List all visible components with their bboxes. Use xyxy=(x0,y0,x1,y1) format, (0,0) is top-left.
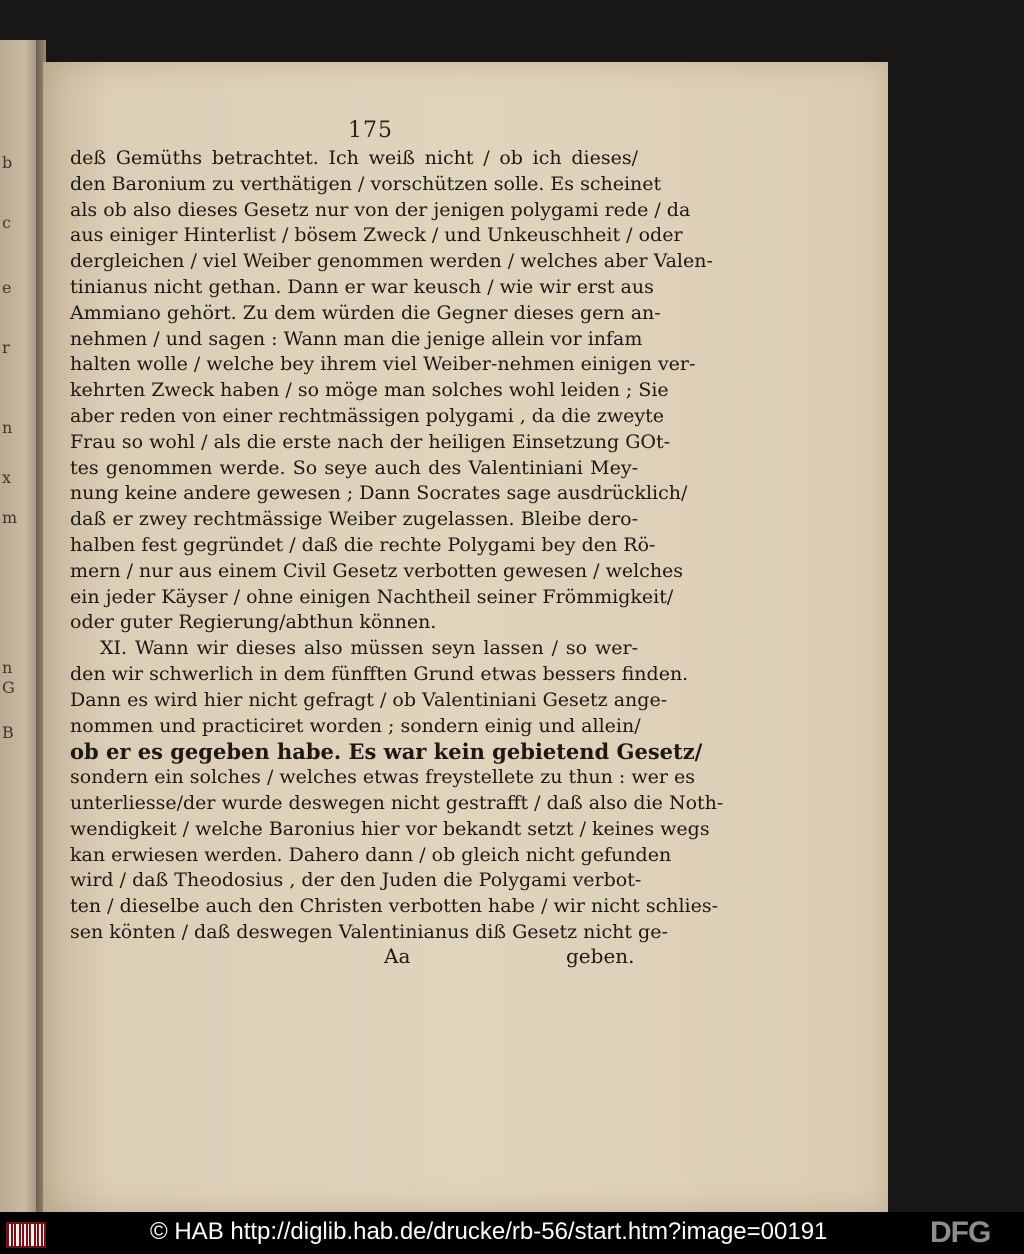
text-line: unterliesse/der wurde deswegen nicht gestrafft / daß also die Noth- xyxy=(70,791,724,814)
text-line: nehmen / und sagen : Wann man die jenige allein vor infam xyxy=(70,327,643,350)
text-line: kan erwiesen werden. Dahero dann / ob gleich nicht gefunden xyxy=(70,843,672,866)
text-line: wendigkeit / welche Baronius hier vor bekandt setzt / keines wegs xyxy=(70,817,710,840)
text-line: ein jeder Käyser / ohne einigen Nachtheil seiner Frömmigkeit/ xyxy=(70,585,674,608)
catchword: geben. xyxy=(566,944,635,968)
facing-page-edge: b c e r n x m n G B xyxy=(0,40,40,1212)
text-line: deß Gemüths betrachtet. Ich weiß nicht / ob ich dieses/ xyxy=(70,147,638,169)
text-line: dergleichen / viel Weiber genommen werden / welches aber Valen- xyxy=(70,250,713,273)
text-line: ten / dieselbe auch den Christen verbotten habe / wir nicht schlies- xyxy=(70,895,719,918)
text-line: aber reden von einer rechtmässigen polygami , da die zweyte xyxy=(70,404,664,427)
page-text xyxy=(70,146,724,946)
text-line: als ob also dieses Gesetz nur von der jenigen polygami rede / da xyxy=(70,198,691,221)
text-line: ob er es gegeben habe. Es war kein gebietend Gesetz/ xyxy=(70,739,703,765)
text-line: sen könten / daß deswegen Valentinianus diß Gesetz nicht ge- xyxy=(70,920,668,943)
text-line: Frau so wohl / als die erste nach der heiligen Einsetzung GOt- xyxy=(70,430,671,453)
text-line: nommen und practiciret worden ; sondern einig und allein/ xyxy=(70,714,641,737)
footer-bar xyxy=(0,1212,1024,1254)
signature-mark: Aa xyxy=(384,944,411,968)
text-line: mern / nur aus einem Civil Gesetz verbotten gewesen / welches xyxy=(70,559,684,582)
text-line: den wir schwerlich in dem fünfften Grund etwas bessers finden. xyxy=(70,662,689,685)
page-number: 175 xyxy=(348,118,393,143)
dfg-logo: DFG xyxy=(930,1216,991,1249)
text-line: tes genommen werde. So seye auch des Valentiniani Mey- xyxy=(70,456,638,479)
text-line: tinianus nicht gethan. Dann er war keusch / wie wir erst aus xyxy=(70,275,654,298)
copyright-link[interactable]: © HAB http://diglib.hab.de/drucke/rb-56/start.htm?image=00191 xyxy=(150,1218,828,1245)
text-line: Dann es wird hier nicht gefragt / ob Valentiniani Gesetz ange- xyxy=(70,688,668,711)
text-line: den Baronium zu verthätigen / vorschützen solle. Es scheinet xyxy=(70,172,662,195)
text-line: nung keine andere gewesen ; Dann Socrates sage ausdrücklich/ xyxy=(70,482,688,505)
section-heading-line: XI. Wann wir dieses also müssen seyn lassen / so wer- xyxy=(100,637,638,660)
text-line: sondern ein solches / welches etwas freystellete zu thun : wer es xyxy=(70,766,695,789)
text-line: halben fest gegründet / daß die rechte Polygami bey den Rö- xyxy=(70,533,656,556)
text-line: oder guter Regierung/abthun können. xyxy=(70,611,437,634)
text-line: kehrten Zweck haben / so möge man solches wohl leiden ; Sie xyxy=(70,379,669,402)
text-line: daß er zwey rechtmässige Weiber zugelassen. Bleibe dero- xyxy=(70,508,638,531)
text-line: halten wolle / welche bey ihrem viel Weiber-nehmen einigen ver- xyxy=(70,353,696,376)
text-line: wird / daß Theodosius , der den Juden die Polygami verbot- xyxy=(70,869,642,892)
barcode-icon xyxy=(6,1218,46,1248)
text-line: aus einiger Hinterlist / bösem Zweck / und Unkeuschheit / oder xyxy=(70,224,683,247)
text-line: Ammiano gehört. Zu dem würden die Gegner dieses gern an- xyxy=(70,301,661,324)
